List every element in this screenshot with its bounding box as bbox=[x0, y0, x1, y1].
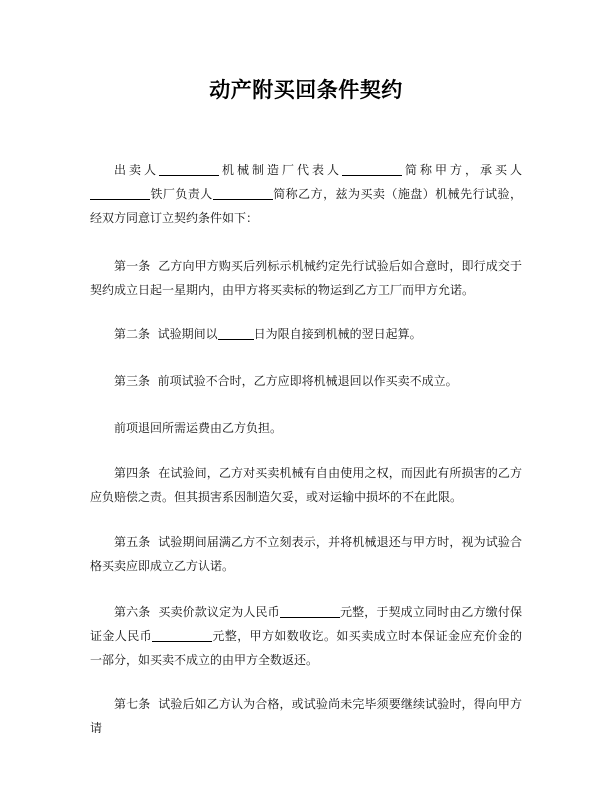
article-1 bbox=[90, 254, 522, 302]
blank-buyer-rep bbox=[213, 185, 273, 200]
intro-paragraph bbox=[90, 158, 522, 230]
article-4-label: 第四条 bbox=[114, 466, 151, 480]
article-5 bbox=[90, 530, 522, 578]
article-7-text: 试验后如乙方认为合格，或试验尚未完毕须要继续试验时，得向甲方请 bbox=[90, 697, 522, 735]
article-3-label: 第三条 bbox=[114, 374, 151, 388]
article-2-text-1: 试验期间以 bbox=[157, 327, 218, 341]
article-6 bbox=[90, 600, 522, 672]
article-6-text-2: 元整，于契成立同时由乙方缴付保证金人民币 bbox=[90, 605, 522, 643]
intro-text-2: 机械制造厂代表人 bbox=[219, 163, 342, 177]
article-2 bbox=[90, 322, 522, 346]
blank-deposit bbox=[152, 627, 212, 642]
article-4-text: 在试验间，乙方对买卖机械有自由使用之权，而因此有所损害的乙方应负赔偿之责。但其损害系因制造欠妥，或对运输中损坏的不在此限。 bbox=[90, 466, 522, 504]
article-1-label: 第一条 bbox=[114, 259, 151, 273]
blank-trial-days bbox=[218, 325, 254, 340]
intro-text-4: 铁厂负责人 bbox=[150, 187, 213, 201]
article-5-label: 第五条 bbox=[114, 535, 151, 549]
intro-text-5: 简称乙方，兹为买卖（施盘）机械先行试验，经双方同意订立契约条件如下： bbox=[90, 187, 522, 225]
article-7-label: 第七条 bbox=[114, 697, 151, 711]
article-3-text: 前项试验不合时，乙方应即将机械退回以作买卖不成立。 bbox=[157, 374, 458, 388]
article-2-text-2: 日为限自接到机械的翌日起算。 bbox=[253, 327, 422, 341]
article-6-text-3: 元整，甲方如数收讫。如买卖成立时本保证金应充价金的一部分，如买卖不成立的由甲方全数返还。 bbox=[90, 629, 522, 667]
blank-seller-rep bbox=[342, 161, 402, 176]
blank-buyer bbox=[90, 185, 150, 200]
article-5-text: 试验期间届满乙方不立刻表示，并将机械退还与甲方时，视为试验合格买卖应即成立乙方认诺。 bbox=[90, 535, 522, 573]
article-1-text: 乙方向甲方购买后列标示机械约定先行试验后如合意时，即行成交于契约成立日起一星期内，由甲方将买卖标的物运到乙方工厂而甲方允诺。 bbox=[90, 259, 522, 297]
article-6-label: 第六条 bbox=[114, 605, 151, 619]
blank-seller bbox=[159, 161, 219, 176]
intro-text-3: 简称甲方，承买人 bbox=[401, 163, 522, 177]
article-7 bbox=[90, 692, 522, 740]
article-3 bbox=[90, 369, 522, 393]
article-6-text-1: 买卖价款议定为人民币 bbox=[158, 605, 280, 619]
intro-text-1: 出卖人 bbox=[114, 163, 159, 177]
contract-title: 动产附买回条件契约 bbox=[209, 78, 403, 102]
article-4 bbox=[90, 461, 522, 509]
article-2-label: 第二条 bbox=[114, 327, 151, 341]
blank-price bbox=[280, 603, 340, 618]
article-3-extra: 前项退回所需运费由乙方负担。 bbox=[114, 421, 283, 435]
